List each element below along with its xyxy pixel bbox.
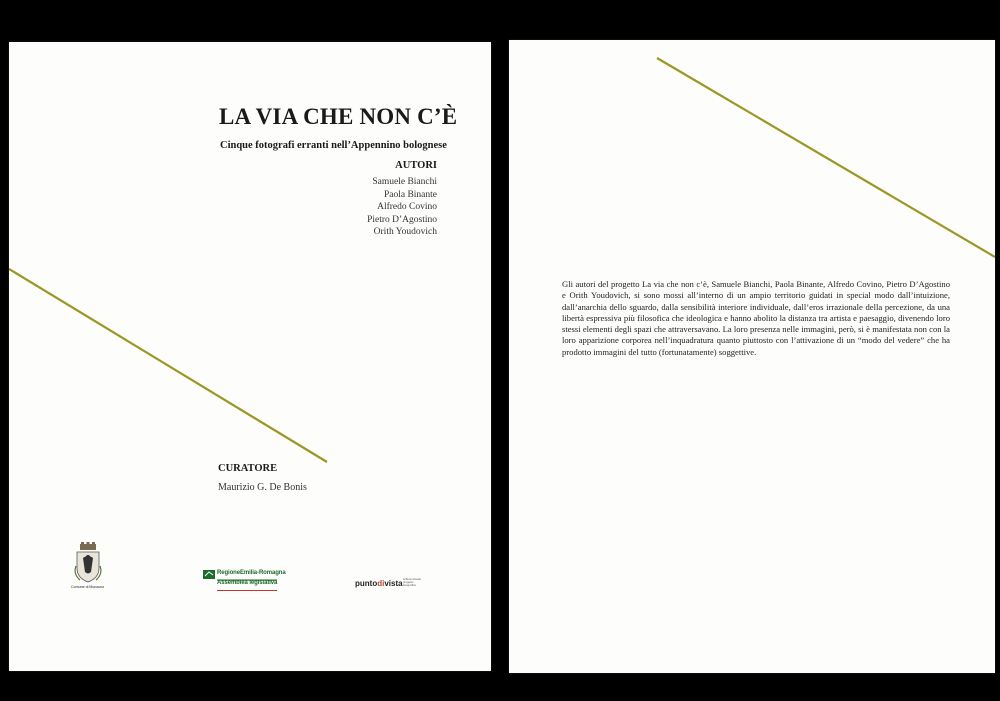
publisher-name-part: vista <box>384 579 403 588</box>
authors-list <box>367 176 437 239</box>
author-name: Alfredo Covino <box>377 202 437 213</box>
assembly-name: Assemblea legislativa <box>217 580 278 586</box>
author-name: Paola Binante <box>383 189 437 200</box>
region-name: RegioneEmilia-Romagna <box>217 570 286 576</box>
author-name: Pietro D’Agostino <box>367 214 437 225</box>
back-cover <box>509 40 995 673</box>
publisher-tagline: cultura visuale progetto fotografico <box>403 577 421 588</box>
publisher-name-part: punto <box>355 579 378 588</box>
front-cover <box>9 42 491 671</box>
curator-heading: CURATORE <box>218 463 278 474</box>
back-cover-blurb: Gli autori del progetto La via che non c’è, Samuele Bianchi, Paola Binante, Alfredo Covino, Pietro D’Agostino e Orith Youdovich, si sono mossi all’interno di un ampio territorio guidati in special modo dall’intuizione, dall’anarchia dello sguardo, dalla sensibilità interiore individuale, dall’eros irrazionale della percezione, da una libertà espressiva più filosofica che ideologica e hanno abolito la distanza tra artista e paesaggio, divenendo loro stessi elementi degli spazi che attraversavano. La loro presenza nelle immagini, però, si è manifestata non con la loro apparizione corporea nell’inquadratura quanto piuttosto con l’attivazione di un “modo del vedere” che ha prodotto immagini del tutto (fortunatamente) soggettive. <box>562 279 950 357</box>
author-name: Orith Youdovich <box>373 227 437 238</box>
book-subtitle: Cinque fotografi erranti nell’Appennino bolognese <box>220 140 447 151</box>
book-title: LA VIA CHE NON C’È <box>219 104 458 129</box>
publisher-name-accent: di <box>377 579 385 588</box>
publisher-logo <box>355 579 403 588</box>
author-name: Samuele Bianchi <box>372 177 437 187</box>
curator-name: Maurizio G. De Bonis <box>218 482 307 493</box>
municipality-caption: Comune di Monzuno <box>71 585 105 589</box>
authors-heading: AUTORI <box>395 160 437 171</box>
municipality-crest-icon <box>72 542 104 590</box>
